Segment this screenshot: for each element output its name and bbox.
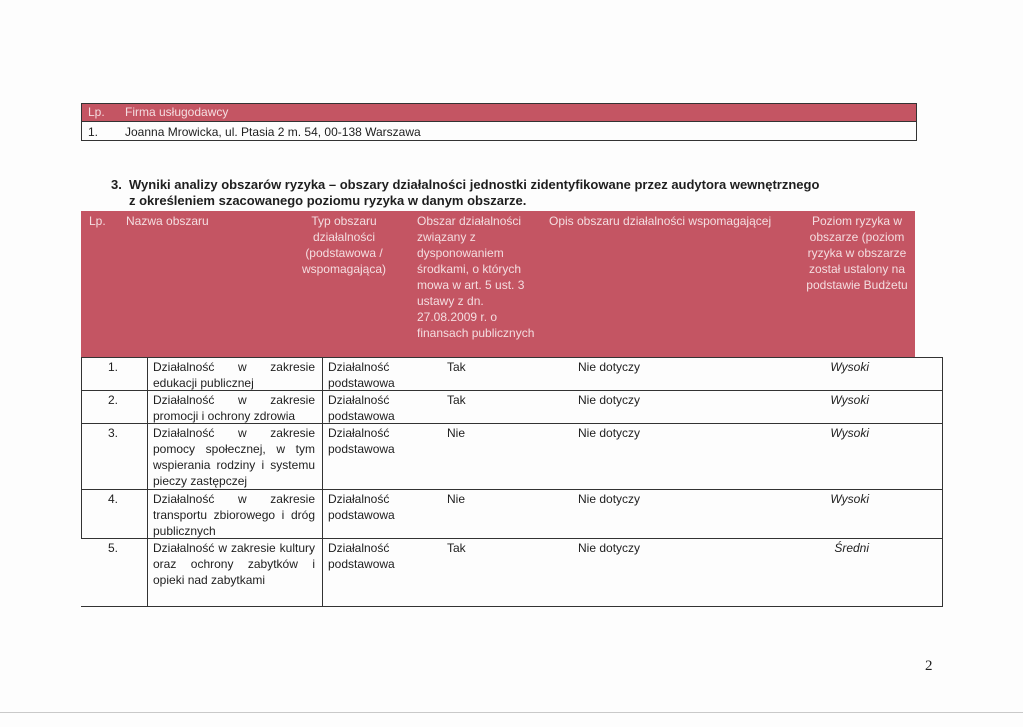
row-lp: 2.	[107, 393, 118, 407]
risk-table-header	[81, 211, 915, 357]
row-area-type: Działalność podstawowa	[328, 541, 395, 571]
row-risk-level: Wysoki	[830, 360, 869, 374]
header-lp: Lp.	[88, 105, 105, 119]
header-area-type: Typ obszaru działalności (podstawowa / wspomagająca)	[301, 214, 387, 276]
row-funds-area: Nie	[447, 492, 466, 506]
row-support-description: Nie dotyczy	[578, 360, 641, 374]
row-funds-area: Tak	[447, 541, 466, 555]
header-lp: Lp.	[89, 214, 106, 228]
risk-table-body	[81, 357, 943, 607]
table-row	[81, 423, 943, 490]
row-area-type: Działalność podstawowa	[328, 426, 395, 456]
grid-line	[81, 357, 82, 538]
page-number: 2	[925, 658, 933, 674]
section-title-line2: z określeniem szacowanego poziomu ryzyka w danym obszarze.	[129, 193, 527, 208]
header-firm: Firma usługodawcy	[125, 105, 229, 119]
row-area-name: Działalność w zakresie promocji i ochrony zdrowia	[153, 393, 315, 423]
section-number: 3.	[111, 177, 122, 192]
firm-table	[81, 103, 917, 141]
row-area-name: Działalność w zakresie pomocy społecznej, w tym wspierania rodziny i systemu pieczy zastępczej	[153, 426, 315, 488]
section-heading	[111, 177, 831, 209]
row-lp: 1.	[107, 360, 118, 374]
row-risk-level: Wysoki	[830, 426, 869, 440]
header-support-description: Opis obszaru działalności wspomagającej	[549, 214, 772, 228]
firm-table-header	[82, 104, 916, 121]
page-bottom-edge	[0, 712, 1023, 713]
row-lp: 4.	[107, 492, 118, 506]
grid-line	[81, 606, 943, 607]
row-risk-level: Wysoki	[830, 393, 869, 407]
row-support-description: Nie dotyczy	[578, 492, 641, 506]
section-title-line1: Wyniki analizy obszarów ryzyka – obszary działalności jednostki zidentyfikowane przez audytora wewnętrznego	[129, 177, 820, 192]
header-area-name: Nazwa obszaru	[126, 214, 209, 228]
row-area-name: Działalność w zakresie edukacji publicznej	[153, 360, 315, 390]
header-funds-area: Obszar działalności związany z dysponowaniem środkami, o których mowa w art. 5 ust. 3 ustawy z dn. 27.08.2009 r. o finansach publicznych	[417, 214, 535, 340]
row-support-description: Nie dotyczy	[578, 541, 641, 555]
row-firm: Joanna Mrowicka, ul. Ptasia 2 m. 54, 00-138 Warszawa	[125, 125, 421, 139]
grid-line	[942, 357, 943, 606]
table-row	[81, 489, 943, 539]
row-risk-level: Wysoki	[830, 492, 869, 506]
table-row	[81, 357, 943, 391]
row-lp: 1.	[88, 125, 99, 139]
firm-table-row	[82, 121, 916, 142]
row-area-name: Działalność w zakresie kultury oraz ochrony zabytków i opieki nad zabytkami	[153, 541, 315, 587]
row-funds-area: Tak	[447, 393, 466, 407]
row-lp: 3.	[107, 426, 118, 440]
grid-line	[322, 357, 323, 606]
table-row	[81, 538, 943, 607]
row-area-name: Działalność w zakresie transportu zbiorowego i dróg publicznych	[153, 492, 315, 538]
header-risk-level: Poziom ryzyka w obszarze (poziom ryzyka w obszarze został ustalony na podstawie Budżetu	[806, 214, 908, 292]
row-area-type: Działalność podstawowa	[328, 360, 395, 390]
row-area-type: Działalność podstawowa	[328, 393, 395, 423]
row-funds-area: Nie	[447, 426, 466, 440]
row-support-description: Nie dotyczy	[578, 426, 641, 440]
grid-line	[147, 357, 148, 606]
row-lp: 5.	[107, 541, 118, 555]
row-funds-area: Tak	[447, 360, 466, 374]
row-area-type: Działalność podstawowa	[328, 492, 395, 522]
table-row	[81, 390, 943, 424]
row-risk-level: Średni	[834, 541, 869, 555]
row-support-description: Nie dotyczy	[578, 393, 641, 407]
